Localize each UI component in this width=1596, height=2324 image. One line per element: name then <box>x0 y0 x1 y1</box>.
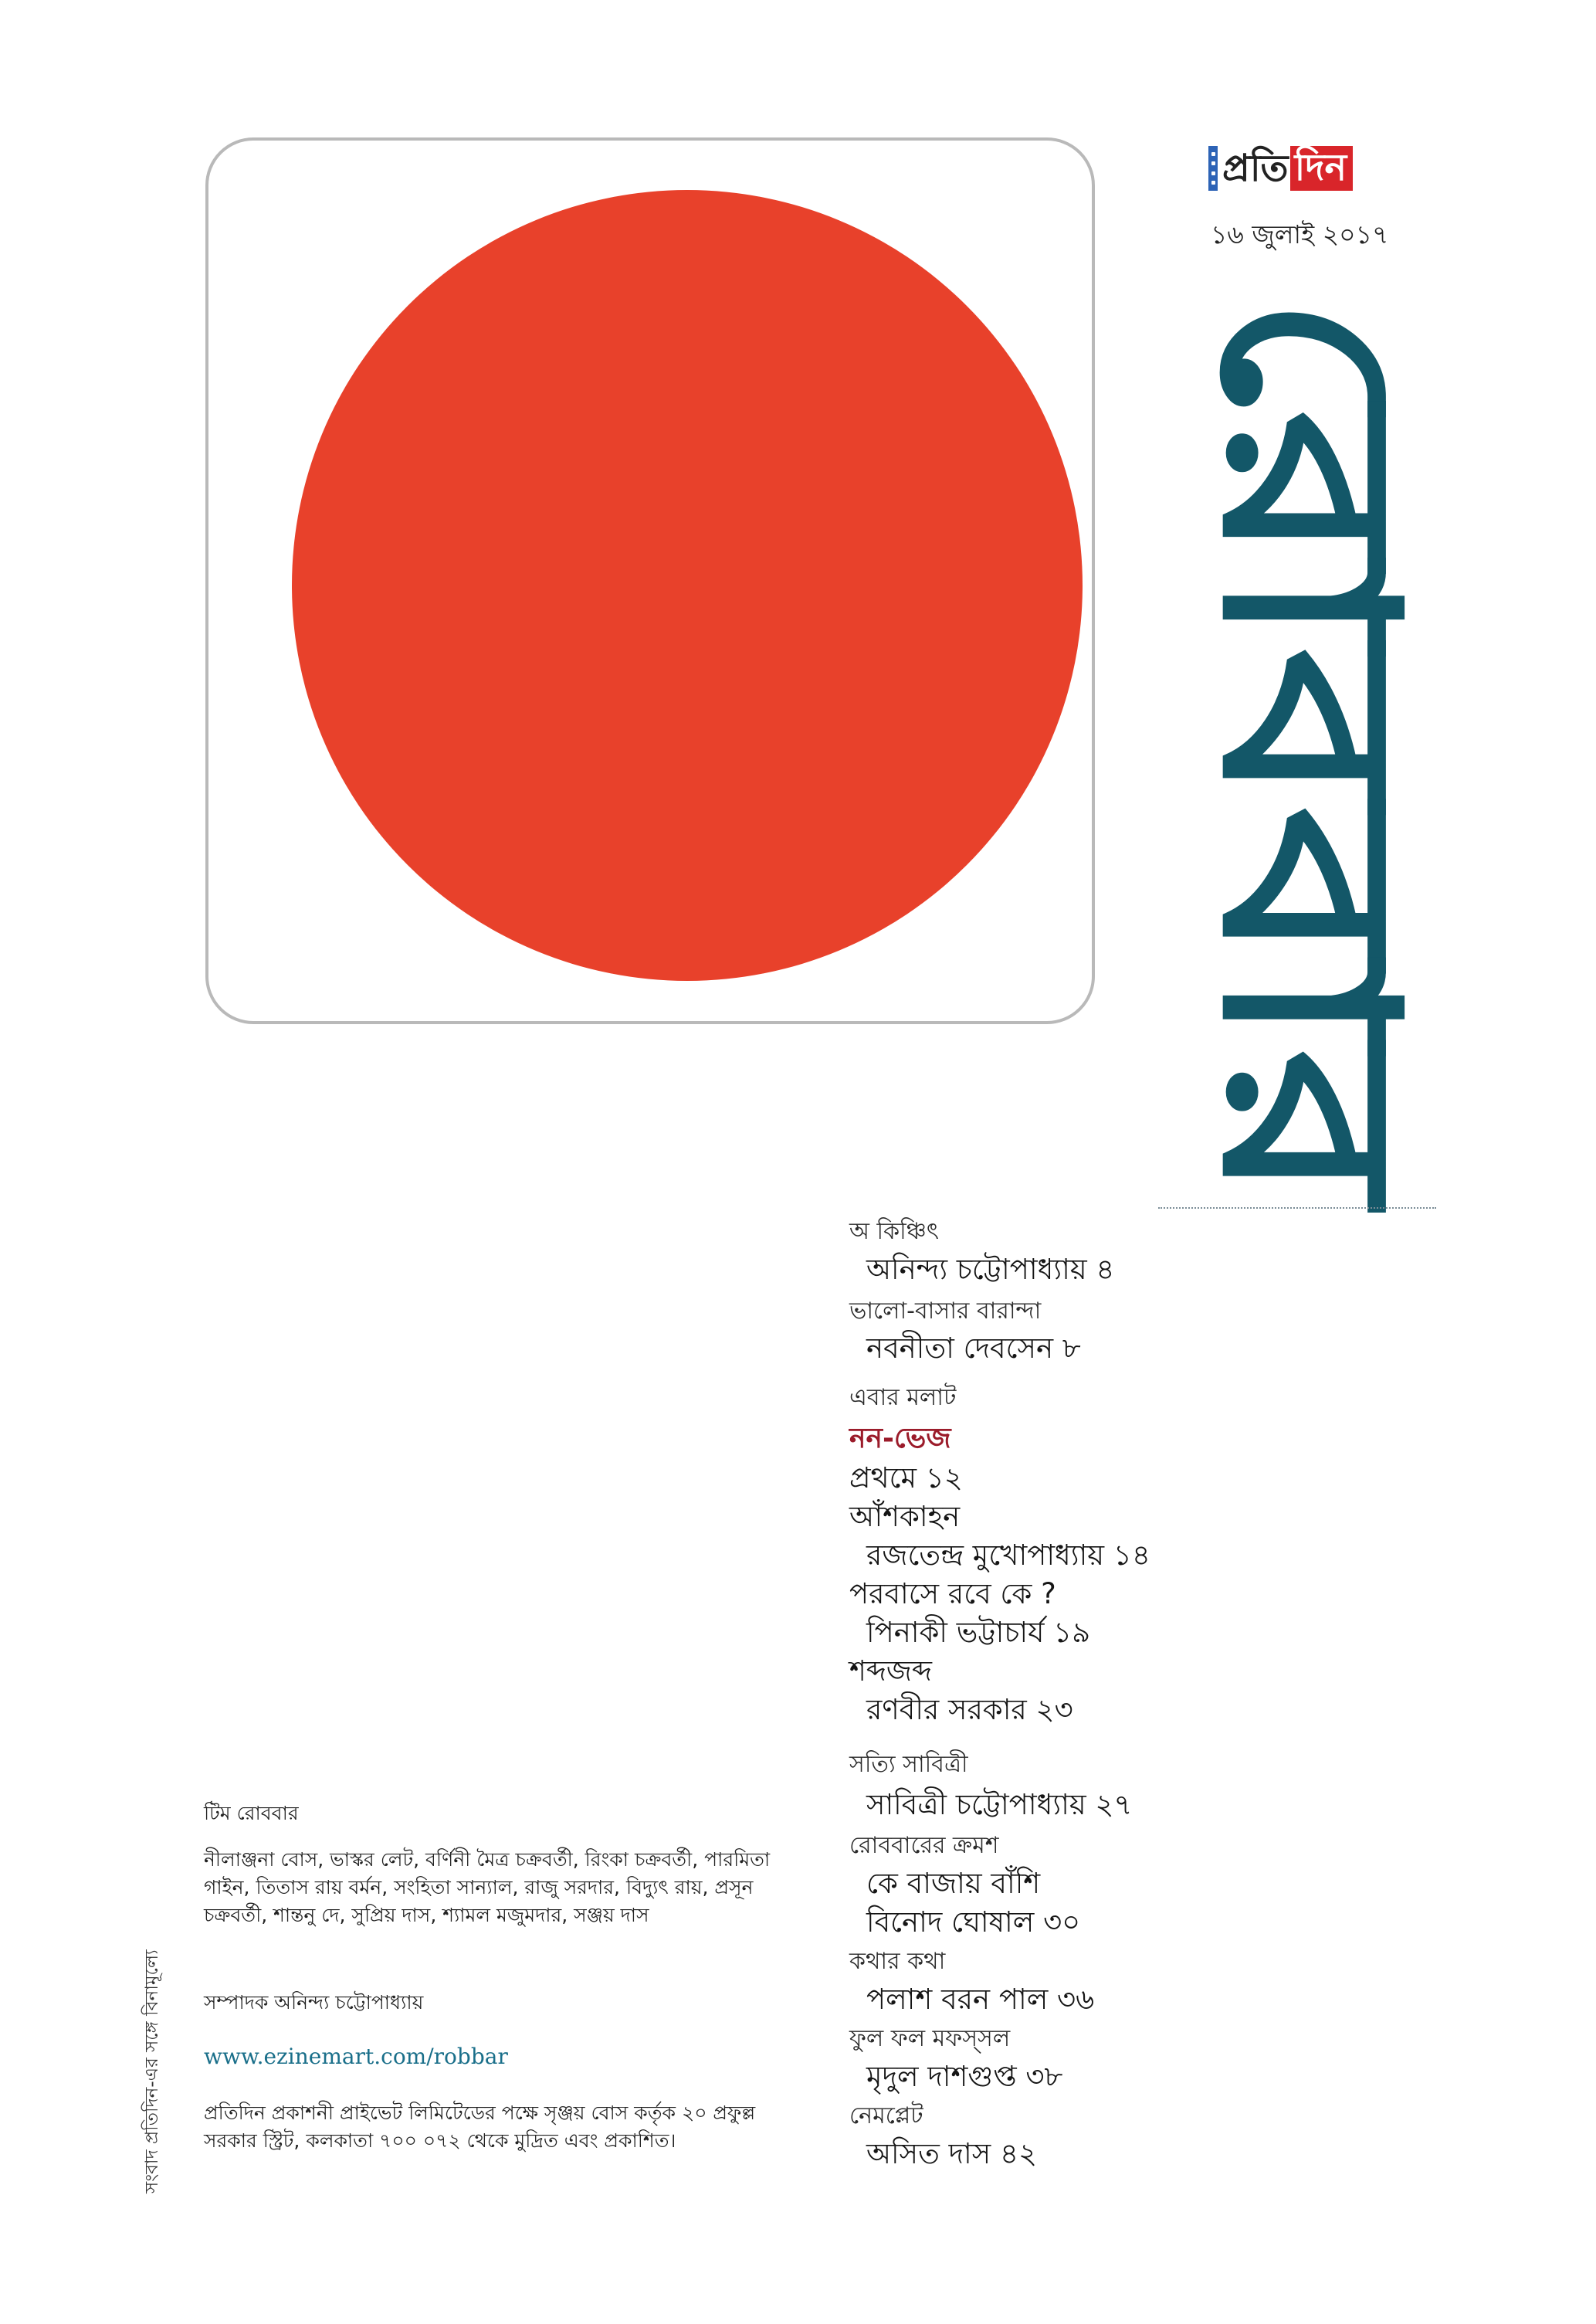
toc-entry-11: কে বাজায় বাঁশি <box>866 1867 1041 1900</box>
editor-credit: সম্পাদক অনিন্দ্য চট্টোপাধ্যায় <box>204 1991 424 2014</box>
issue-date: ১৬ জুলাই ২০১৭ <box>1211 219 1389 249</box>
newspaper-logo <box>1208 143 1353 194</box>
toc-section-1: অ কিঞ্চিৎ <box>849 1218 939 1245</box>
toc-section-2: ভালো-বাসার বারান্দা <box>849 1298 1042 1325</box>
toc-entry-14: মৃদুল দাশগুপ্ত ৩৮ <box>866 2060 1063 2093</box>
toc-entry-15: অসিত দাস ৪২ <box>866 2137 1038 2170</box>
red-circle-artwork <box>292 190 1083 981</box>
toc-section-7: ফুল ফল মফস্সল <box>849 2025 1011 2052</box>
toc-entry-4: আঁশকাহন <box>849 1500 961 1533</box>
toc-cover-headline: নন-ভেজ <box>849 1423 951 1454</box>
toc-section-6: কথার কথা <box>849 1948 946 1975</box>
team-heading: টিম রোববার <box>204 1802 299 1824</box>
toc-entry-5: রজতেন্দ্র মুখোপাধ্যায় ১৪ <box>866 1539 1150 1572</box>
masthead-title <box>1170 286 1448 1213</box>
toc-section-3: এবার মলাট <box>849 1384 957 1411</box>
toc-section-5: রোববারের ক্রমশ <box>849 1832 999 1859</box>
toc-entry-8: শব্দজব্দ <box>849 1654 932 1688</box>
free-supplement-note: সংবাদ প্রতিদিন-এর সঙ্গে বিনামূল্যে <box>142 1949 162 2193</box>
publisher-credit: প্রতিদিন প্রকাশনী প্রাইভেট লিমিটেডের পক্ষে সৃঞ্জয় বোস কর্তৃক ২০ প্রফুল্ল সরকার স্ট্রিট, কলকাতা ৭০০ ০৭২ থেকে মুদ্রিত এবং প্রকাশিত। <box>204 2102 756 2152</box>
toc-entry-9: রণবীর সরকার ২৩ <box>866 1693 1073 1726</box>
toc-entry-3: প্রথমে ১২ <box>849 1461 963 1494</box>
website-link[interactable]: www.ezinemart.com/robbar <box>204 2044 508 2069</box>
toc-entry-2: নবনীতা দেবসেন ৮ <box>866 1332 1081 1365</box>
toc-entry-7: পিনাকী ভট্টাচার্য ১৯ <box>866 1616 1091 1649</box>
logo-strip-icon <box>1208 146 1218 191</box>
toc-entry-10: সাবিত্রী চট্টোপাধ্যায় ২৭ <box>866 1788 1133 1821</box>
toc-entry-1: অনিন্দ্য চট্টোপাধ্যায় ৪ <box>866 1253 1115 1286</box>
masthead-dotted-rule <box>1158 1207 1436 1209</box>
logo-prefix: প্রতি <box>1222 147 1289 190</box>
toc-section-4: সত্যি সাবিত্রী <box>849 1751 968 1778</box>
masthead-title-text: রোববার <box>1170 293 1448 1060</box>
team-names: নীলাঞ্জনা বোস, ভাস্কর লেট, বর্ণিনী মৈত্র চক্রবর্তী, রিংকা চক্রবর্তী, পারমিতা গাইন, তিতাস রায় বর্মন, সংহিতা সান্যাল, রাজু সরদার, বিদ্যুৎ রায়, প্রসূন চক্রবর্তী, শান্তনু দে, সুপ্রিয় দাস, শ্যামল মজুমদার, সঞ্জয় দাস <box>204 1848 771 1926</box>
toc-entry-12: বিনোদ ঘোষাল ৩০ <box>866 1905 1081 1939</box>
toc-entry-6: পরবাসে রবে কে ? <box>849 1577 1056 1610</box>
toc-section-8: নেমপ্লেট <box>849 2102 923 2129</box>
toc-entry-13: পলাশ বরন পাল ৩৬ <box>866 1983 1095 2016</box>
logo-suffix: দিন <box>1290 146 1354 191</box>
